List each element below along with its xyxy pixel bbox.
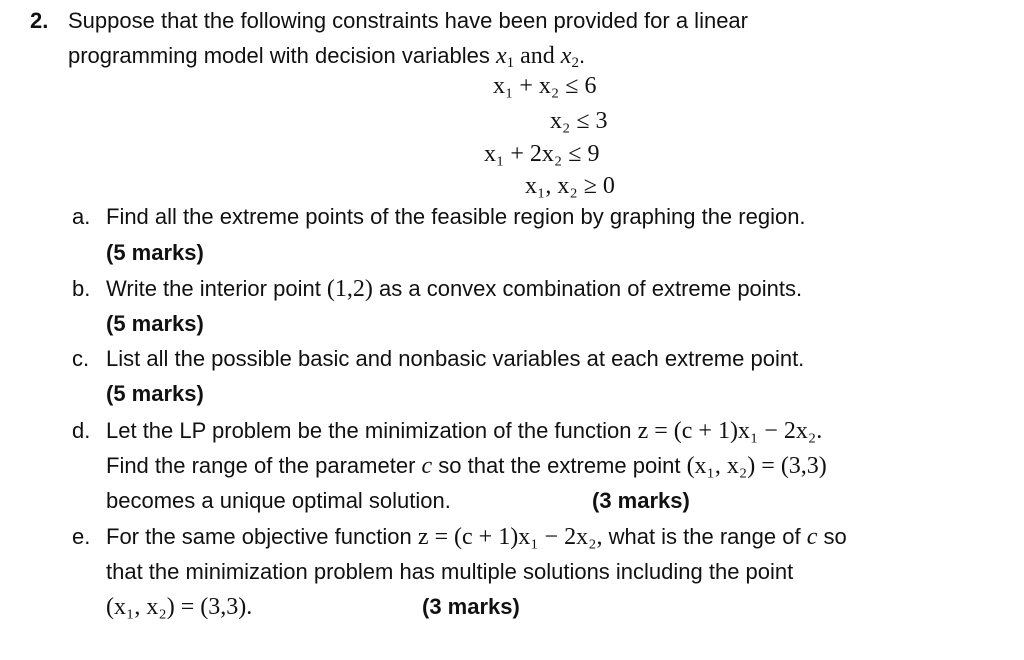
constraint-1: x₁ + x₂ ≤ 6	[493, 73, 597, 99]
constraint-2: x₂ ≤ 3	[550, 108, 608, 134]
part-b-text: Write the interior point (1,2) as a convex combination of extreme points.	[106, 276, 803, 302]
part-d-line-1: Let the LP problem be the minimization of the function z = (c + 1)x₁ − 2x₂.	[106, 418, 823, 444]
intro-period: .	[578, 43, 586, 68]
question-intro-line-1: Suppose that the following constraints have been provided for a linear	[68, 8, 748, 33]
part-a-marks: (5 marks)	[106, 240, 204, 265]
part-e-line-2: that the minimization problem has multiple solutions including the point	[106, 559, 794, 584]
intro-text: programming model with decision variables	[68, 43, 496, 68]
objective-function: z = (c + 1)x₁ − 2x₂.	[637, 418, 823, 444]
part-b-marks: (5 marks)	[106, 311, 204, 336]
part-c-label: c.	[72, 346, 90, 371]
intro-and: and	[514, 43, 561, 69]
constraint-4: x₁, x₂ ≥ 0	[525, 173, 615, 199]
part-a-label: a.	[72, 204, 91, 229]
part-b-label: b.	[72, 276, 91, 301]
part-d-marks: (3 marks)	[592, 488, 690, 513]
part-e-label: e.	[72, 524, 91, 549]
question-number: 2.	[30, 8, 49, 33]
part-c-text: List all the possible basic and nonbasic variables at each extreme point.	[106, 346, 805, 371]
extreme-point: (x₁, x₂) = (3,3)	[686, 453, 827, 479]
intro-var-x1: $x_1$	[495, 43, 515, 71]
part-e-line-1: For the same objective function z = (c + 1)x₁ − 2x₂, what is the range of c so	[106, 524, 847, 550]
part-d-label: d.	[72, 418, 91, 443]
interior-point: (1,2)	[326, 276, 373, 302]
parameter-c-e: c	[806, 524, 818, 550]
part-a-text: Find all the extreme points of the feasible region by graphing the region.	[106, 204, 806, 229]
part-e-marks: (3 marks)	[422, 594, 520, 619]
part-d-line-3: becomes a unique optimal solution.	[106, 488, 451, 513]
part-d-line-2: Find the range of the parameter c so that the extreme point (x₁, x₂) = (3,3)	[106, 453, 827, 479]
objective-function-e: z = (c + 1)x₁ − 2x₂,	[417, 524, 603, 550]
question-intro-line-2	[68, 43, 585, 72]
intro-var-x2: $x_2$	[560, 43, 579, 71]
part-e-line-3: (x₁, x₂) = (3,3).	[106, 594, 253, 620]
constraint-3: x₁ + 2x₂ ≤ 9	[484, 141, 600, 167]
part-c-marks: (5 marks)	[106, 381, 204, 406]
parameter-c: c	[421, 453, 433, 479]
